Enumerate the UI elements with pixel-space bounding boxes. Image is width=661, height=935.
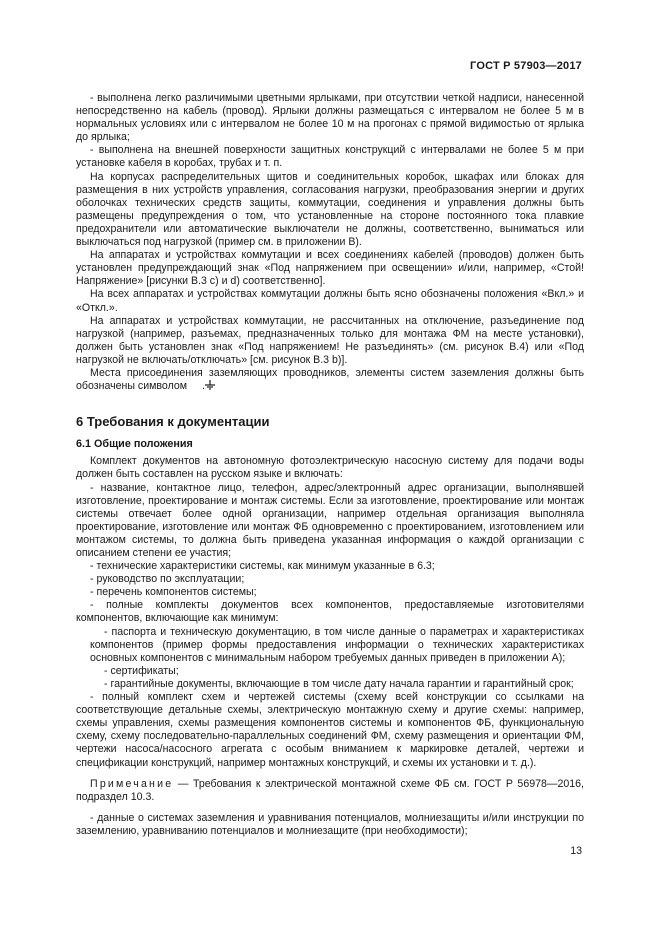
page-number: 13 — [570, 845, 582, 857]
document-header: ГОСТ Р 57903—2017 — [470, 60, 582, 72]
paragraph-enclosures: На корпусах распределительных щитов и соединительных коробок, шкафах или блоках для размещения в них устройств управления, согласования нагрузки, преобразования энергии и других оболочках технических средств защиты, коммутации, соединения и управления должны быть размещены предупреждения о том, что установленные на стороне постоянного тока плавкие предохранители или автоматические выключатели не должны, соответственно, выниматься или выключаться под нагрузкой (пример см. в приложении В). — [76, 170, 584, 249]
paragraph-grounding: Места присоединения заземляющих проводников, элементы систем заземления должны быть обозначены символом . — [76, 366, 584, 393]
section-6-intro: Комплект документов на автономную фотоэлектрическую насосную систему для подачи воды должен быть составлен на русском языке и включать: — [76, 455, 584, 481]
paragraph-no-disconnect: На аппаратах и устройствах коммутации, не рассчитанных на отключение, разъединение под нагрузкой (например, разъемах, предназначенных только для монтажа ФМ на месте установки), должен быть установлен знак «Под напряжением! Не разъединять» (см. рисунок В.4) или «Под нагрузкой не включать/отключать» [см. рисунок В.3 b)]. — [76, 314, 584, 366]
list-item-components: - перечень компонентов системы; — [90, 586, 257, 599]
note-text: — Требования к электрической монтажной схеме ФБ см. ГОСТ Р 56978—2016, подраздел 10.3. — [76, 777, 584, 803]
note — [76, 778, 584, 804]
list-item-name: - название, контактное лицо, телефон, адрес/электронный адрес организации, выполнявшей изготовление, проектирование и монтаж системы. Если за изготовление, проектирование или монтаж системы отвечает более одной организации, например отдельная организация выполняла проектирование, изготовление или монтаж ФБ одновременно с проектированием, изготовлением или монтажом системы, то должна быть приведена указанная информация о каждой организации с описанием степени ее участия; — [76, 481, 584, 559]
paragraph-labels-1: - выполнена легко различимыми цветными ярлыками, при отсутствии четкой надписи, нанесенной непосредственно на кабель (провод). Ярлыки должны размещаться с интервалом не более 5 м в нормальных условиях или с интервалом не более 10 м на прогонах с прямой видимостью от ярлыка до ярлыка; — [76, 92, 584, 144]
section-6-title: 6 Требования к документации — [76, 414, 270, 430]
sub-item-certificates: - сертификаты; — [104, 664, 179, 677]
section-6-1-title: 6.1 Общие положения — [76, 438, 193, 451]
list-item-full-docs: - полные комплекты документов всех компонентов, предоставляемые изготовителями компонентов, включающие как минимум: — [76, 599, 584, 625]
document-body — [76, 92, 584, 838]
list-item-schemes: - полный комплект схем и чертежей системы (схему всей конструкции со ссылками на соответствующие детальные схемы, электрическую монтажную схему и другие схемы: например, схемы управления, схемы размещения компонентов системы и компонентов ФБ, функциональную схему, схему последовательно-параллельных соединений ФМ, схему размещения и ориентации ФМ, чертежи насоса/насосного агрегата с особым вниманием к маркировке деталей, чертежи и спецификации конструкций, например монтажных конструкций, и схемы их установки и т. д.). — [76, 691, 584, 769]
sub-item-passport: - паспорта и техническую документацию, в том числе данные о параметрах и характеристиках компонентов (пример формы предоставления информации о технических характеристиках основных компонентов с минимальным набором требуемых данных приведен в приложении А); — [90, 625, 584, 664]
list-item-tech: - технические характеристики системы, как минимум указанные в 6.3; — [90, 560, 435, 573]
note-label: Примечание — [90, 777, 174, 790]
ground-symbol-icon — [190, 380, 202, 390]
paragraph-labels-2: - выполнена на внешней поверхности защитных конструкций с интервалами не более 5 м при установке кабеля в коробах, трубах и т. п. — [76, 144, 584, 170]
paragraph-warning-sign: На аппаратах и устройствах коммутации и всех соединениях кабелей (проводов) должен быть установлен предупреждающий знак «Под напряжением при освещении» и/или, например, «Стой! Напряжение» [рисунки В.3 с) и d) соответственно]. — [76, 249, 584, 288]
list-item-manual: - руководство по эксплуатации; — [90, 573, 245, 586]
paragraph-on-off: На всех аппаратах и устройствах коммутации должны быть ясно обозначены положения «Вкл.» и «Откл.». — [76, 288, 584, 314]
grounding-text: Места присоединения заземляющих проводников, элементы систем заземления должны быть обозначены символом — [76, 366, 584, 393]
list-item-grounding: - данные о системах заземления и уравнивания потенциалов, молниезащиты и/или инструкции по заземлению, уравниванию потенциалов и молниезащите (при необходимости); — [76, 811, 584, 837]
sub-item-warranty: - гарантийные документы, включающие в том числе дату начала гарантии и гарантийный срок; — [104, 677, 574, 690]
